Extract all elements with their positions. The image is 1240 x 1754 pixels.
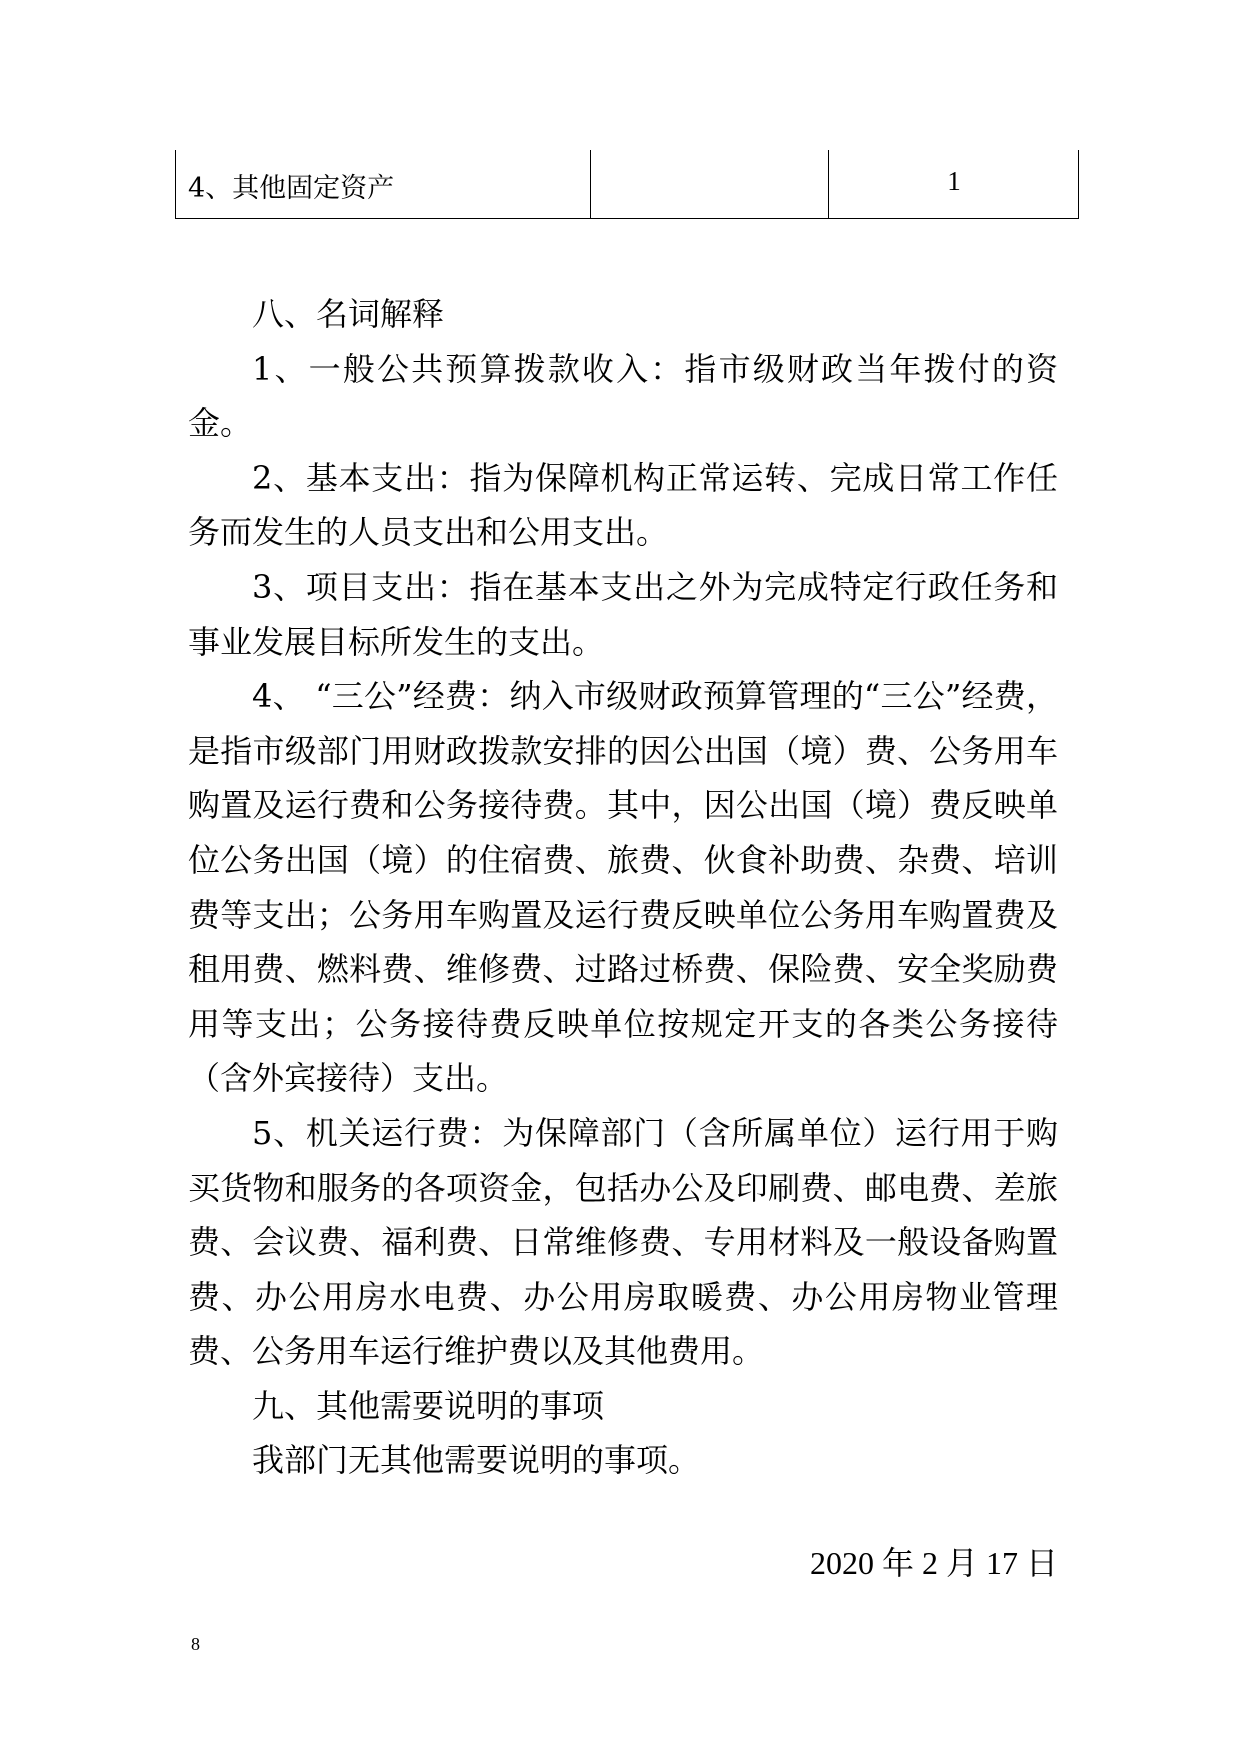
document-body xyxy=(188,287,1058,1488)
fixed-assets-table-fragment xyxy=(175,150,1079,219)
definition-paragraph: 4、 “三公”经费：纳入市级财政预算管理的“三公”经费，是指市级部门用财政拨款安排的因公出国（境）费、公务用车购置及运行费和公务接待费。其中，因公出国（境）费反映单位公务出国（境）的住宿费、旅费、伙食补助费、杂费、培训费等支出；公务用车购置及运行费反映单位公务用车购置费及租用费、燃料费、维修费、过路过桥费、保险费、安全奖励费用等支出；公务接待费反映单位按规定开支的各类公务接待（含外宾接待）支出。 xyxy=(188,677,1058,1098)
section-heading: 九、其他需要说明的事项 xyxy=(252,1386,605,1425)
table-cell-count: 1 xyxy=(947,166,961,196)
section-heading: 八、名词解释 xyxy=(252,295,445,333)
definition-paragraph: 3、项目支出：指在基本支出之外为完成特定行政任务和事业发展目标所发生的支出。 xyxy=(188,567,1058,661)
definition-paragraph: 1、一般公共预算拨款收入：指市级财政当年拨付的资金。 xyxy=(188,349,1058,443)
column-divider xyxy=(590,150,591,218)
definition-paragraph: 2、基本支出：指为保障机构正常运转、完成日常工作任务而发生的人员支出和公用支出。 xyxy=(188,458,1058,552)
definition-paragraph: 5、机关运行费：为保障部门（含所属单位）运行用于购买货物和服务的各项资金，包括办公及印刷费、邮电费、差旅费、会议费、福利费、日常维修费、专用材料及一般设备购置费、办公用房水电费、办公用房取暖费、办公用房物业管理费、公务用车运行维护费以及其他费用。 xyxy=(188,1113,1058,1371)
page-number: 8 xyxy=(191,1634,200,1654)
statement-paragraph: 我部门无其他需要说明的事项。 xyxy=(252,1441,701,1480)
document-date: 2020 年 2 月 17 日 xyxy=(809,1545,1058,1581)
table-cell-item: 4、其他固定资产 xyxy=(188,173,395,204)
